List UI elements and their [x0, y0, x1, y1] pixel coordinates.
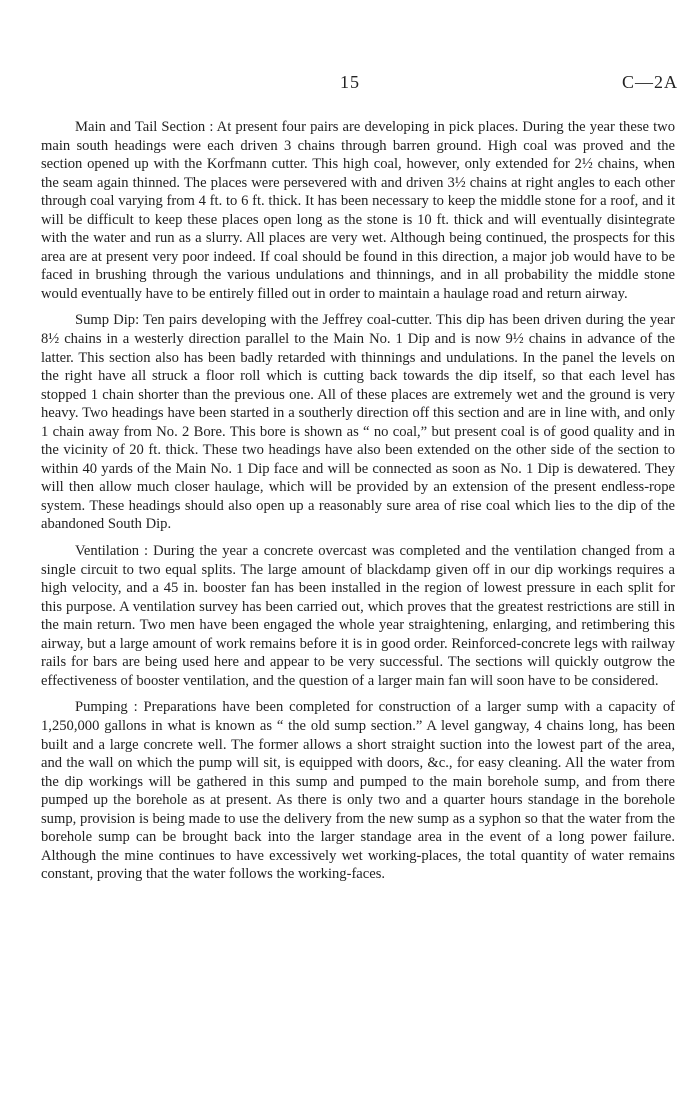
paragraph-main-and-tail-section: Main and Tail Section : At present four pairs are developing in pick places. During the year these two main south headings were each driven 3 chains through barren ground. High coal was proved and the section opened up with the Korfmann cutter. This high coal, however, only extended for 2½ chains, when the seam again thinned. The places were persevered with and driven 3½ chains at right angles to each other through coal varying from 4 ft. to 6 ft. thick. It has been necessary to keep the middle stone for a roof, and it will be difficult to keep these places open long as the stone is 10 ft. thick and will eventually disintegrate with the water and run as a slurry. All places are very wet. Although being continued, the prospects for this area are at present very poor indeed. If coal should be found in this direction, a major job would have to be faced in brushing through the various undulations and thinnings, and in all probability the middle stone would eventually have to be entirely filled out in order to maintain a haulage road and return airway.: [41, 119, 675, 302]
paragraph-ventilation: Ventilation : During the year a concrete overcast was completed and the ventilation changed from a single circuit to two equal splits. The large amount of blackdamp given off in our dip workings requires a high velocity, and a 45 in. booster fan has been installed in the region of lowest pressure in each split for this purpose. A ventilation survey has been carried out, which proves that the greatest restrictions are still in the main return. Two men have been engaged the whole year straightening, enlarging, and retimbering this airway, but a large amount of work remains before it is in good order. Reinforced-concrete legs with railway rails for bars are being used here and appear to be very successful. The sections will quickly outgrow the effectiveness of booster ventilation, and the question of a larger main fan will soon have to be considered.: [41, 543, 675, 689]
paragraph-pumping: Pumping : Preparations have been completed for construction of a larger sump with a capacity of 1,250,000 gallons in what is known as “ the old sump section.” A level gangway, 4 chains long, has been built and a large concrete well. The former allows a short straight suction into the lowest part of the area, and the wall on which the pump will sit, is equipped with doors, &c., for easy cleaning. All the water from the dip workings will be gathered in this sump and pumped to the main borehole sump, and from there pumped up the borehole as at present. As there is only two and a quarter hours standage in the borehole sump, provision is being made to use the delivery from the new sump as a syphon so that the water from the borehole sump can be brought back into the larger standage area in the event of a long power failure. Although the mine continues to have excessively wet working-places, the total quantity of water remains constant, proving that the water follows the working-faces.: [41, 699, 675, 883]
page-number: 15: [340, 72, 360, 92]
paragraph-sump-dip: Sump Dip: Ten pairs developing with the Jeffrey coal-cutter. This dip has been driven during the year 8½ chains in a westerly direction parallel to the Main No. 1 Dip and is now 9½ chains in advance of the latter. This section also has been badly retarded with thinnings and undulations. In the panel the levels on the right have all struck a floor roll which is cutting back towards the dip itself, so that each level has stopped 1 chain shorter than the previous one. All of these places are extremely wet and the ground is very heavy. Two headings have been started in a southerly direction off this section and are in line with, and only 1 chain away from No. 2 Bore. This bore is shown as “ no coal,” but present coal is of good quality and in the vicinity of 20 ft. thick. These two headings have also been extended on the other side of the section to within 40 yards of the Main No. 1 Dip face and will be connected as soon as No. 1 Dip is dewatered. They will then allow much closer haulage, which will be provided by an extension of the present endless-rope system. These headings should also open up a reasonably sure area of rise coal which lies to the dip of the abandoned South Dip.: [41, 312, 675, 533]
page-code: C—2A: [621, 72, 678, 92]
page-header: [0, 72, 700, 96]
body-text: [41, 118, 675, 892]
